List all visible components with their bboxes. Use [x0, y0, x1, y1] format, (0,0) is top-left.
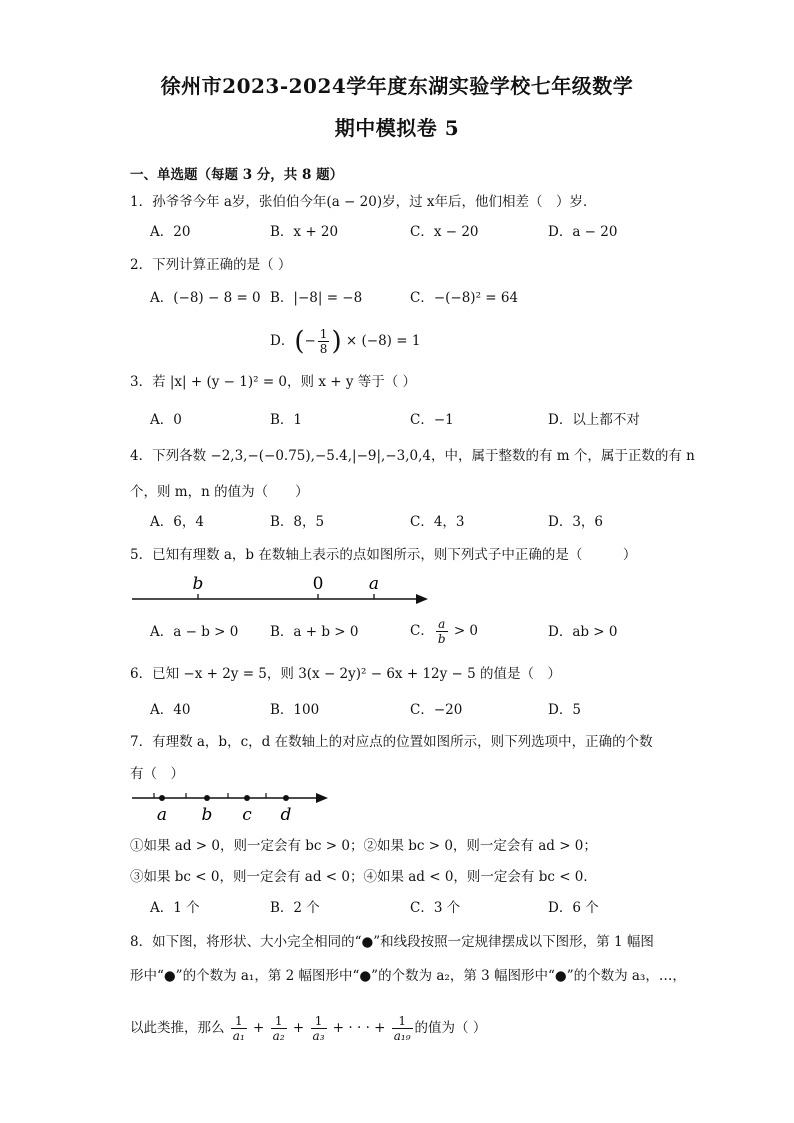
q7-axis-label-a: a [156, 805, 168, 825]
q7-option-c: C．3 个 [410, 900, 461, 916]
q4-option-c: C．4，3 [410, 514, 465, 530]
q2-option-a: A．(−8) − 8 = 0 [150, 290, 261, 306]
q3-option-c: C．−1 [410, 412, 454, 428]
q8-stem-formula: 以此类推，那么 $\frac{1}{\text{a₁}}$ + $\frac{1}{\text{a₂}}$ + $\frac{1}{\text{a₃}}$ + · · · + $\frac{1}{\text{a₁₉}}$ 的值为（ ） [130, 1014, 487, 1043]
q1-stem: 1．孙爷爷今年 a岁，张伯伯今年(a − 20)岁，过 x年后，他们相差（ ）岁． [130, 194, 597, 210]
q3-option-d: D．以上都不对 [548, 412, 640, 428]
q7-number-line [128, 786, 338, 826]
q8-stem: 8．如下图，将形状、大小完全相同的“●”和线段按照一定规律摆成以下图形，第 1 幅图 [130, 934, 654, 950]
q5-axis-label-a: a [368, 574, 380, 594]
q7-axis-label-d: d [280, 805, 292, 825]
q2-option-b: B．|−8| = −8 [270, 290, 363, 306]
q7-option-a: A．1 个 [150, 900, 200, 916]
q4-stem: 4．下列各数 −2,3,−(−0.75),−5.4,|−9|,−3,0,4，中，属于整数的有 m 个，属于正数的有 n [130, 448, 695, 464]
q1-option-d: D．a − 20 [548, 224, 618, 240]
q5-option-d: D．ab > 0 [548, 624, 618, 640]
q5-option-c: C． $\frac{a}{b}$ > 0 [410, 617, 479, 646]
q6-option-c: C．−20 [410, 702, 463, 718]
q6-option-a: A．40 [150, 702, 191, 718]
q2-option-d: D．(− $\frac{1}{8}$ ) × (−8) = 1 [270, 326, 421, 357]
q4-option-a: A．6，4 [150, 514, 204, 530]
q7-stem: 7．有理数 a，b，c，d 在数轴上的对应点的位置如图所示，则下列选项中，正确的个数 [130, 734, 653, 750]
q7-option-b: B．2 个 [270, 900, 320, 916]
q7-option-d: D．6 个 [548, 900, 599, 916]
q5-number-line [128, 572, 433, 608]
q4-stem-cont: 个，则 m，n 的值为（ ） [130, 484, 309, 500]
q3-stem: 3．若 |x| + (y − 1)² = 0，则 x + y 等于（ ） [130, 374, 417, 390]
q1-option-c: C．x − 20 [410, 224, 479, 240]
page-title: 徐州市2023-2024学年度东湖实验学校七年级数学 [160, 74, 634, 98]
q2-stem: 2．下列计算正确的是（ ） [130, 257, 292, 273]
q3-option-b: B．1 [270, 412, 303, 428]
q6-option-b: B．100 [270, 702, 320, 718]
q5-stem: 5．已知有理数 a，b 在数轴上表示的点如图所示，则下列式子中正确的是（ ） [130, 547, 637, 563]
q7-axis-label-b: b [201, 805, 213, 825]
q3-option-a: A．0 [150, 412, 182, 428]
q6-stem: 6．已知 −x + 2y = 5，则 3(x − 2y)² − 6x + 12y − 5 的值是（ ） [130, 666, 562, 682]
q7-statements-1: ①如果 ad > 0，则一定会有 bc > 0；②如果 bc > 0，则一定会有 ad > 0； [130, 838, 597, 854]
q5-axis-label-b: b [192, 574, 204, 594]
q4-option-d: D．3，6 [548, 514, 604, 530]
section-heading: 一、单选题（每题 3 分，共 8 题） [130, 167, 344, 183]
q8-stem-cont: 形中“●”的个数为 a₁，第 2 幅图形中“●”的个数为 a₂，第 3 幅图形中“●”的个数为 a₃，…， [130, 968, 686, 984]
q7-statements-2: ③如果 bc < 0，则一定会有 ad < 0；④如果 ad < 0，则一定会有 bc < 0． [130, 869, 597, 885]
q5-option-b: B．a + b > 0 [270, 624, 359, 640]
q5-axis-label-zero: 0 [312, 574, 324, 594]
q6-option-d: D．5 [548, 702, 581, 718]
q7-point-a [159, 795, 165, 801]
q7-stem-cont: 有（ ） [130, 766, 184, 782]
q7-point-d [283, 795, 289, 801]
q4-option-b: B．8，5 [270, 514, 325, 530]
q1-option-b: B．x + 20 [270, 224, 339, 240]
page-subtitle: 期中模拟卷 5 [334, 116, 460, 140]
q5-option-a: A．a − b > 0 [150, 624, 239, 640]
q7-axis-label-c: c [242, 805, 252, 825]
q2-option-c: C．−(−8)² = 64 [410, 290, 519, 306]
q1-option-a: A．20 [150, 224, 191, 240]
q7-point-c [244, 795, 250, 801]
q7-point-b [204, 795, 210, 801]
